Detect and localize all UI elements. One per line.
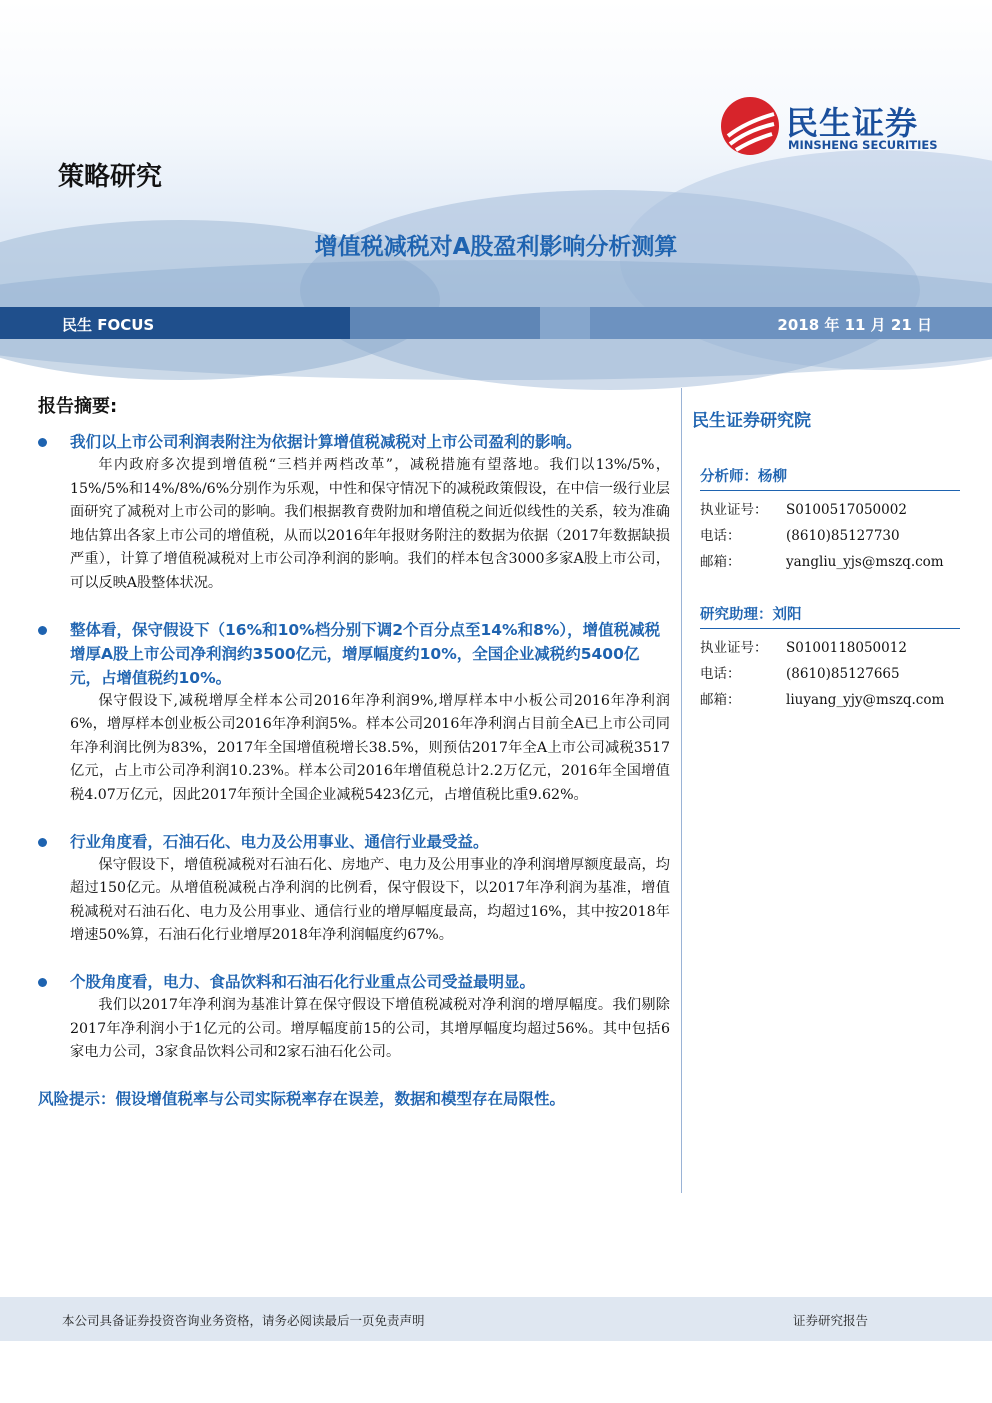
bullet-icon xyxy=(38,978,47,987)
info-label: 邮箱： xyxy=(700,692,741,708)
info-row xyxy=(700,523,960,549)
point-headline-text: 行业角度看，石油石化、电力及公用事业、通信行业最受益。 xyxy=(70,832,489,851)
info-row xyxy=(700,549,960,575)
summary-point xyxy=(38,618,670,808)
info-row xyxy=(700,661,960,687)
info-row xyxy=(700,687,960,713)
report-title: 增值税减税对A股盈利影响分析测算 xyxy=(314,234,678,260)
page-footer xyxy=(0,1297,992,1341)
summary-heading: 报告摘要: xyxy=(38,396,118,417)
analyst-role: 研究助理：刘阳 xyxy=(700,603,960,629)
summary-point xyxy=(38,430,670,596)
company-logo xyxy=(720,96,960,156)
minsheng-logo-icon xyxy=(720,96,780,156)
series-label: 民生 FOCUS xyxy=(62,316,155,334)
analyst-card xyxy=(692,603,960,713)
report-date: 2018 年 11 月 21 日 xyxy=(777,316,932,334)
header-band xyxy=(0,307,992,339)
point-body: 保守假设下,减税增厚全样本公司2016年净利润9%,增厚样本中小板公司2016年净利润6%，增厚样本创业板公司2016年净利润5%。样本公司2016年净利润占目前全A已上市公司同年净利润比例为83%，2017年全国增值税增长38.5%，则预估2017年全A上市公司减税3517亿元，占上市公司净利润10.23%。样本公司2016年增值税总计2.2万亿元，2016年全国增值税4.07万亿元，因此2017年预计全国企业减税5423亿元，占增值税比重9.62%。 xyxy=(70,692,670,803)
report-type: 证券研究报告 xyxy=(792,1313,868,1328)
band-segment xyxy=(0,307,350,339)
email-address: yangliu_yjs@mszq.com xyxy=(786,554,944,570)
summary-section xyxy=(38,392,670,1111)
point-body: 保守假设下，增值税减税对石油石化、房地产、电力及公用事业的净利润增厚额度最高，均超过150亿元。从增值税减税占净利润的比例看，保守假设下，以2017年净利润为基准，增值税减税对石油石化、电力及公用事业、通信行业的增厚幅度最高，均超过16%，其中按2018年增速50%算，石油石化行业增厚2018年净利润幅度约67%。 xyxy=(70,856,670,944)
point-headline xyxy=(38,618,670,690)
analyst-sidebar xyxy=(692,406,960,741)
logo-english-name: MINSHENG SECURITIES xyxy=(788,138,938,152)
point-headline-text: 个股角度看，电力、食品饮料和石油石化行业重点公司受益最明显。 xyxy=(70,972,536,991)
info-row xyxy=(700,497,960,523)
info-label: 电话： xyxy=(700,666,741,682)
logo-chinese-name: 民生证券 xyxy=(786,104,919,142)
column-divider xyxy=(681,388,682,1193)
info-label: 电话： xyxy=(700,528,741,544)
institute-name: 民生证券研究院 xyxy=(692,411,811,431)
point-headline xyxy=(38,830,670,854)
summary-point xyxy=(38,970,670,1065)
bullet-icon xyxy=(38,438,47,447)
point-headline xyxy=(38,970,670,994)
report-category: 策略研究 xyxy=(58,162,163,192)
analyst-role: 分析师：杨柳 xyxy=(700,465,960,491)
phone-number: (8610)85127730 xyxy=(786,528,900,544)
analyst-card xyxy=(692,465,960,575)
phone-number: (8610)85127665 xyxy=(786,666,900,682)
disclaimer-note: 本公司具备证券投资咨询业务资格，请务必阅读最后一页免责声明 xyxy=(62,1313,425,1328)
risk-warning: 风险提示：假设增值税率与公司实际税率存在误差，数据和模型存在局限性。 xyxy=(38,1089,566,1108)
bullet-icon xyxy=(38,626,47,635)
license-number: S0100118050012 xyxy=(786,640,907,656)
info-label: 邮箱： xyxy=(700,554,741,570)
point-headline-text: 我们以上市公司利润表附注为依据计算增值税减税对上市公司盈利的影响。 xyxy=(70,433,582,451)
point-headline-text: 整体看，保守假设下（16%和10%档分别下调2个百分点至14%和8%），增值税减税增厚A股上市公司净利润约3500亿元，增厚幅度约10%，全国企业减税约5400亿元，占增值税约10%。 xyxy=(70,620,661,687)
email-address: liuyang_yjy@mszq.com xyxy=(786,692,945,708)
band-segment xyxy=(540,307,590,339)
band-segment xyxy=(350,307,540,339)
info-label: 执业证号： xyxy=(700,502,768,518)
point-body: 年内政府多次提到增值税“三档并两档改革”，减税措施有望落地。我们以13%/5%，15%/5%和14%/8%/6%分别作为乐观，中性和保守情况下的减税政策假设，在中信一级行业层面研究了减税对上市公司的影响。我们根据教育费附加和增值税之间近似线性的关系，较为准确地估算出各家上市公司的增值税，从而以2016年年报财务附注的数据为依据（2017年数据缺损严重），计算了增值税减税对上市公司净利润的影响。我们的样本包含3000多家A股上市公司，可以反映A股整体状况。 xyxy=(70,457,670,591)
summary-point xyxy=(38,830,670,948)
point-body: 我们以2017年净利润为基准计算在保守假设下增值税减税对净利润的增厚幅度。我们剔除2017年净利润小于1亿元的公司。增厚幅度前15的公司，其增厚幅度均超过56%。其中包括6家电力公司，3家食品饮料公司和2家石油石化公司。 xyxy=(70,996,670,1061)
bullet-icon xyxy=(38,838,47,847)
info-row xyxy=(700,635,960,661)
point-headline xyxy=(38,430,670,454)
license-number: S0100517050002 xyxy=(786,502,907,518)
info-label: 执业证号： xyxy=(700,640,768,656)
